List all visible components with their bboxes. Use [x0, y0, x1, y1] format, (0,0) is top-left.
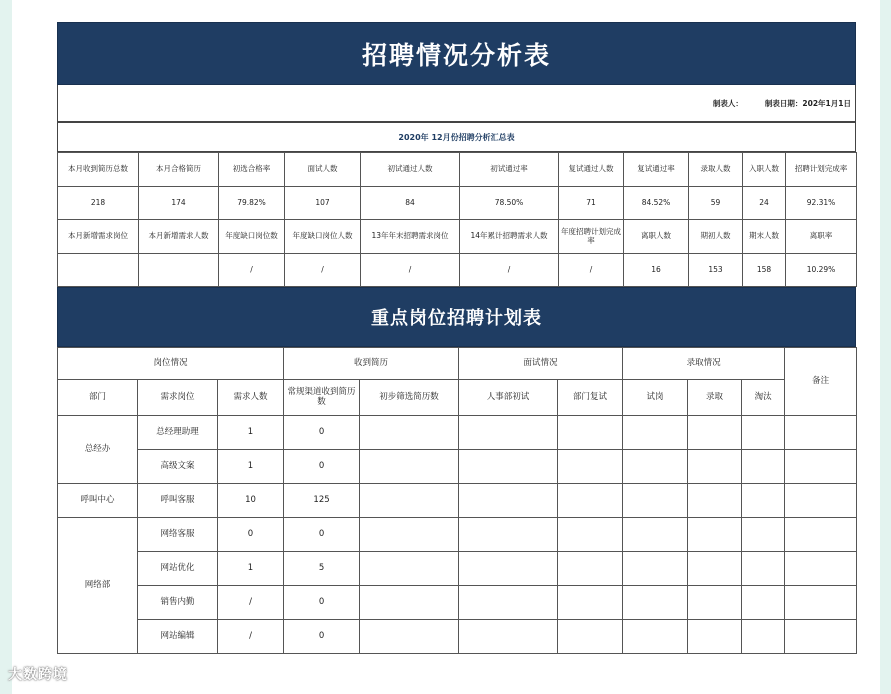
received-cell: 5 — [284, 552, 360, 586]
summary-value: 16 — [624, 254, 689, 287]
empty-cell — [623, 484, 688, 518]
summary-value: 153 — [689, 254, 743, 287]
empty-cell — [785, 586, 857, 620]
watermark-text: 大数跨境 — [8, 667, 68, 683]
empty-cell — [558, 484, 623, 518]
dept-cell: 呼叫中心 — [58, 484, 138, 518]
summary-value: / — [559, 254, 624, 287]
col-header: 试岗 — [623, 380, 688, 416]
summary-value: 84 — [361, 187, 460, 220]
need-cell: 10 — [218, 484, 284, 518]
col-header: 部门 — [58, 380, 138, 416]
need-cell: 0 — [218, 518, 284, 552]
empty-cell — [742, 620, 785, 654]
meta-row — [57, 85, 856, 121]
summary-title: 2020年 12月份招聘分析汇总表 — [57, 121, 856, 152]
empty-cell — [459, 620, 558, 654]
empty-cell — [688, 586, 742, 620]
empty-cell — [688, 484, 742, 518]
col-header: 需求岗位 — [138, 380, 218, 416]
empty-cell — [688, 552, 742, 586]
empty-cell — [558, 586, 623, 620]
table-row — [58, 416, 857, 450]
summary-value: 158 — [743, 254, 786, 287]
need-cell: / — [218, 586, 284, 620]
summary-label: 录取人数 — [689, 153, 743, 187]
summary-value: 174 — [139, 187, 219, 220]
empty-cell — [558, 552, 623, 586]
position-cell: 网络客服 — [138, 518, 218, 552]
summary-label: 本月新增需求岗位 — [58, 220, 139, 254]
group-header-interview: 面试情况 — [459, 348, 623, 380]
empty-cell — [742, 518, 785, 552]
summary-label: 本月收到简历总数 — [58, 153, 139, 187]
summary-value: 218 — [58, 187, 139, 220]
empty-cell — [558, 620, 623, 654]
empty-cell — [785, 518, 857, 552]
table-row — [58, 620, 857, 654]
received-cell: 125 — [284, 484, 360, 518]
position-cell: 高级文案 — [138, 450, 218, 484]
summary-label: 13年年末招聘需求岗位 — [361, 220, 460, 254]
table-row — [58, 450, 857, 484]
empty-cell — [459, 416, 558, 450]
summary-value: / — [219, 254, 285, 287]
summary-label: 复试通过人数 — [559, 153, 624, 187]
group-header-hire: 录取情况 — [623, 348, 785, 380]
summary-label: 初试通过人数 — [361, 153, 460, 187]
position-cell: 呼叫客服 — [138, 484, 218, 518]
received-cell: 0 — [284, 518, 360, 552]
plan-title: 重点岗位招聘计划表 — [57, 287, 856, 347]
empty-cell — [459, 552, 558, 586]
empty-cell — [623, 620, 688, 654]
empty-cell — [558, 450, 623, 484]
empty-cell — [360, 416, 459, 450]
col-header: 常规渠道收到简历数 — [284, 380, 360, 416]
empty-cell — [360, 450, 459, 484]
summary-value: 84.52% — [624, 187, 689, 220]
group-header-position: 岗位情况 — [58, 348, 284, 380]
summary-value: / — [361, 254, 460, 287]
col-header: 淘汰 — [742, 380, 785, 416]
summary-label: 年度招聘计划完成率 — [559, 220, 624, 254]
empty-cell — [360, 552, 459, 586]
empty-cell — [785, 620, 857, 654]
summary-label: 期初人数 — [689, 220, 743, 254]
empty-cell — [785, 450, 857, 484]
col-header: 需求人数 — [218, 380, 284, 416]
table-row — [58, 518, 857, 552]
received-cell: 0 — [284, 586, 360, 620]
empty-cell — [360, 620, 459, 654]
empty-cell — [360, 586, 459, 620]
summary-table — [57, 152, 857, 287]
table-row — [58, 484, 857, 518]
position-cell: 销售内勤 — [138, 586, 218, 620]
summary-value: 59 — [689, 187, 743, 220]
empty-cell — [742, 552, 785, 586]
summary-label: 初选合格率 — [219, 153, 285, 187]
summary-label: 14年累计招聘需求人数 — [460, 220, 559, 254]
empty-cell — [785, 484, 857, 518]
summary-label: 年度缺口岗位数 — [219, 220, 285, 254]
summary-label: 年度缺口岗位人数 — [285, 220, 361, 254]
empty-cell — [688, 518, 742, 552]
summary-label: 本月合格简历 — [139, 153, 219, 187]
paper — [12, 0, 880, 694]
summary-label: 本月新增需求人数 — [139, 220, 219, 254]
empty-cell — [688, 620, 742, 654]
col-header: 部门复试 — [558, 380, 623, 416]
need-cell: / — [218, 620, 284, 654]
plan-table — [57, 347, 857, 654]
spreadsheet — [57, 22, 856, 654]
dept-cell: 网络部 — [58, 518, 138, 654]
summary-label: 复试通过率 — [624, 153, 689, 187]
empty-cell — [459, 450, 558, 484]
table-row — [58, 552, 857, 586]
summary-value: 24 — [743, 187, 786, 220]
need-cell: 1 — [218, 552, 284, 586]
summary-label: 入职人数 — [743, 153, 786, 187]
empty-cell — [623, 586, 688, 620]
maker-label: 制表人： — [712, 98, 743, 108]
empty-cell — [688, 450, 742, 484]
received-cell: 0 — [284, 450, 360, 484]
empty-cell — [688, 416, 742, 450]
empty-cell — [742, 484, 785, 518]
table-row — [58, 586, 857, 620]
watermark-logo — [8, 664, 68, 684]
empty-cell — [785, 416, 857, 450]
summary-value — [139, 254, 219, 287]
summary-value: 79.82% — [219, 187, 285, 220]
position-cell: 网站编辑 — [138, 620, 218, 654]
empty-cell — [623, 450, 688, 484]
empty-cell — [623, 518, 688, 552]
summary-label: 初试通过率 — [460, 153, 559, 187]
summary-label: 招聘计划完成率 — [786, 153, 857, 187]
dept-cell: 总经办 — [58, 416, 138, 484]
position-cell: 网站优化 — [138, 552, 218, 586]
summary-label: 面试人数 — [285, 153, 361, 187]
summary-label: 期末人数 — [743, 220, 786, 254]
col-header: 录取 — [688, 380, 742, 416]
need-cell: 1 — [218, 416, 284, 450]
received-cell: 0 — [284, 416, 360, 450]
empty-cell — [459, 484, 558, 518]
summary-value: 78.50% — [460, 187, 559, 220]
group-header-notes: 备注 — [785, 348, 857, 416]
empty-cell — [558, 416, 623, 450]
position-cell: 总经理助理 — [138, 416, 218, 450]
page-title: 招聘情况分析表 — [57, 22, 856, 85]
empty-cell — [742, 586, 785, 620]
date-label: 制表日期：202年1月1日 — [764, 98, 851, 108]
summary-value: / — [285, 254, 361, 287]
summary-value: / — [460, 254, 559, 287]
col-header: 人事部初试 — [459, 380, 558, 416]
summary-label: 离职率 — [786, 220, 857, 254]
empty-cell — [742, 416, 785, 450]
empty-cell — [360, 484, 459, 518]
empty-cell — [558, 518, 623, 552]
empty-cell — [459, 518, 558, 552]
received-cell: 0 — [284, 620, 360, 654]
need-cell: 1 — [218, 450, 284, 484]
summary-label: 离职人数 — [624, 220, 689, 254]
summary-value: 107 — [285, 187, 361, 220]
col-header: 初步筛选简历数 — [360, 380, 459, 416]
empty-cell — [742, 450, 785, 484]
empty-cell — [623, 552, 688, 586]
group-header-resume: 收到简历 — [284, 348, 459, 380]
empty-cell — [360, 518, 459, 552]
summary-value — [58, 254, 139, 287]
empty-cell — [785, 552, 857, 586]
summary-value: 92.31% — [786, 187, 857, 220]
summary-value: 10.29% — [786, 254, 857, 287]
empty-cell — [459, 586, 558, 620]
summary-value: 71 — [559, 187, 624, 220]
empty-cell — [623, 416, 688, 450]
